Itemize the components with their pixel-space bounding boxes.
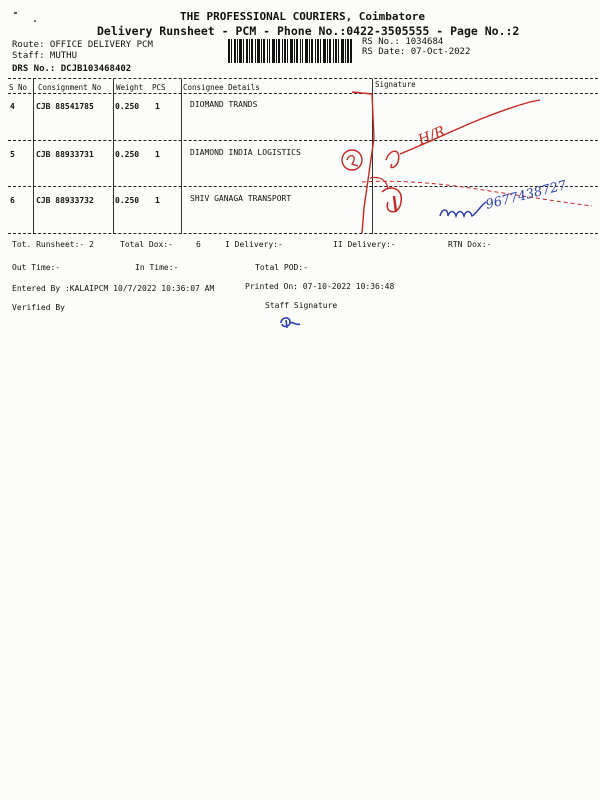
in-time: In Time:-: [135, 263, 179, 272]
row-weight: 0.250: [115, 196, 140, 205]
staff-label: Staff: MUTHU: [12, 51, 78, 61]
col-header-consignee: Consignee Details: [183, 83, 260, 92]
rs-date: RS Date: 07-Oct-2022: [362, 47, 471, 57]
scan-speck: [34, 20, 36, 22]
ii-delivery: II Delivery:-: [333, 240, 396, 249]
drs-number: DRS No.: DCJB103468402: [12, 64, 132, 74]
i-delivery: I Delivery:-: [225, 240, 283, 249]
col-header-sno: S No: [9, 83, 28, 92]
col-header-pcs: PCS: [152, 83, 166, 92]
row-pcs: 1: [155, 196, 160, 205]
row-sno: 5: [10, 150, 15, 159]
verified-by: Verified By: [12, 303, 65, 312]
rs-number: RS No.: 1034684: [362, 37, 444, 47]
company-title: THE PROFESSIONAL COURIERS, Coimbatore: [180, 10, 426, 23]
handwritten-annotation: H/R: [416, 123, 448, 149]
col-header-weight: Weight: [116, 83, 144, 92]
row-consignment: CJB 88541785: [36, 102, 94, 111]
row-pcs: 1: [155, 102, 160, 111]
tot-runsheet: Tot. Runsheet:- 2: [12, 240, 94, 249]
row-weight: 0.250: [115, 102, 140, 111]
row-sno: 6: [10, 196, 15, 205]
table-header-rule: [8, 93, 598, 94]
handwritten-phone: 9677438727: [484, 178, 569, 213]
row-sno: 4: [10, 102, 15, 111]
table-bottom-rule: [8, 233, 598, 234]
out-time: Out Time:-: [12, 263, 61, 272]
column-divider: [181, 79, 182, 234]
table-top-rule: [8, 78, 598, 79]
route-label: Route: OFFICE DELIVERY PCM: [12, 40, 153, 50]
rtn-dox: RTN Dox:-: [448, 240, 492, 249]
total-dox-label: Total Dox:-: [120, 240, 173, 249]
row-consignee: DIAMOND INDIA LOGISTICS: [190, 148, 301, 157]
row-consignment: CJB 88933732: [36, 196, 94, 205]
row-weight: 0.250: [115, 150, 140, 159]
entered-by: Entered By :KALAIPCM 10/7/2022 10:36:07 AM: [12, 284, 215, 293]
row-consignment: CJB 88933731: [36, 150, 94, 159]
scan-speck: [14, 12, 17, 14]
row-consignee: DIOMAND TRANDS: [190, 100, 258, 109]
column-divider: [113, 79, 114, 234]
handwritten-signature-blue: [438, 198, 488, 224]
column-divider: [33, 79, 34, 234]
row-rule: [8, 140, 598, 141]
runsheet-title: Delivery Runsheet - PCM - Phone No.:0422-3505555 - Page No.:2: [97, 24, 520, 38]
total-pod: Total POD:-: [255, 263, 308, 272]
barcode-image: [228, 39, 352, 63]
col-header-signature: Signature: [375, 80, 416, 89]
row-consignee: SHIV GANAGA TRANSPORT: [190, 194, 292, 203]
staff-signature-ink: [278, 314, 302, 332]
column-divider: [372, 79, 373, 234]
total-dox-value: 6: [196, 240, 201, 249]
col-header-consignment: Consignment No: [38, 83, 102, 92]
staff-signature-label: Staff Signature: [265, 301, 338, 310]
row-pcs: 1: [155, 150, 160, 159]
row-rule: [8, 186, 598, 187]
printed-on: Printed On: 07-10-2022 10:36:48: [245, 282, 395, 291]
